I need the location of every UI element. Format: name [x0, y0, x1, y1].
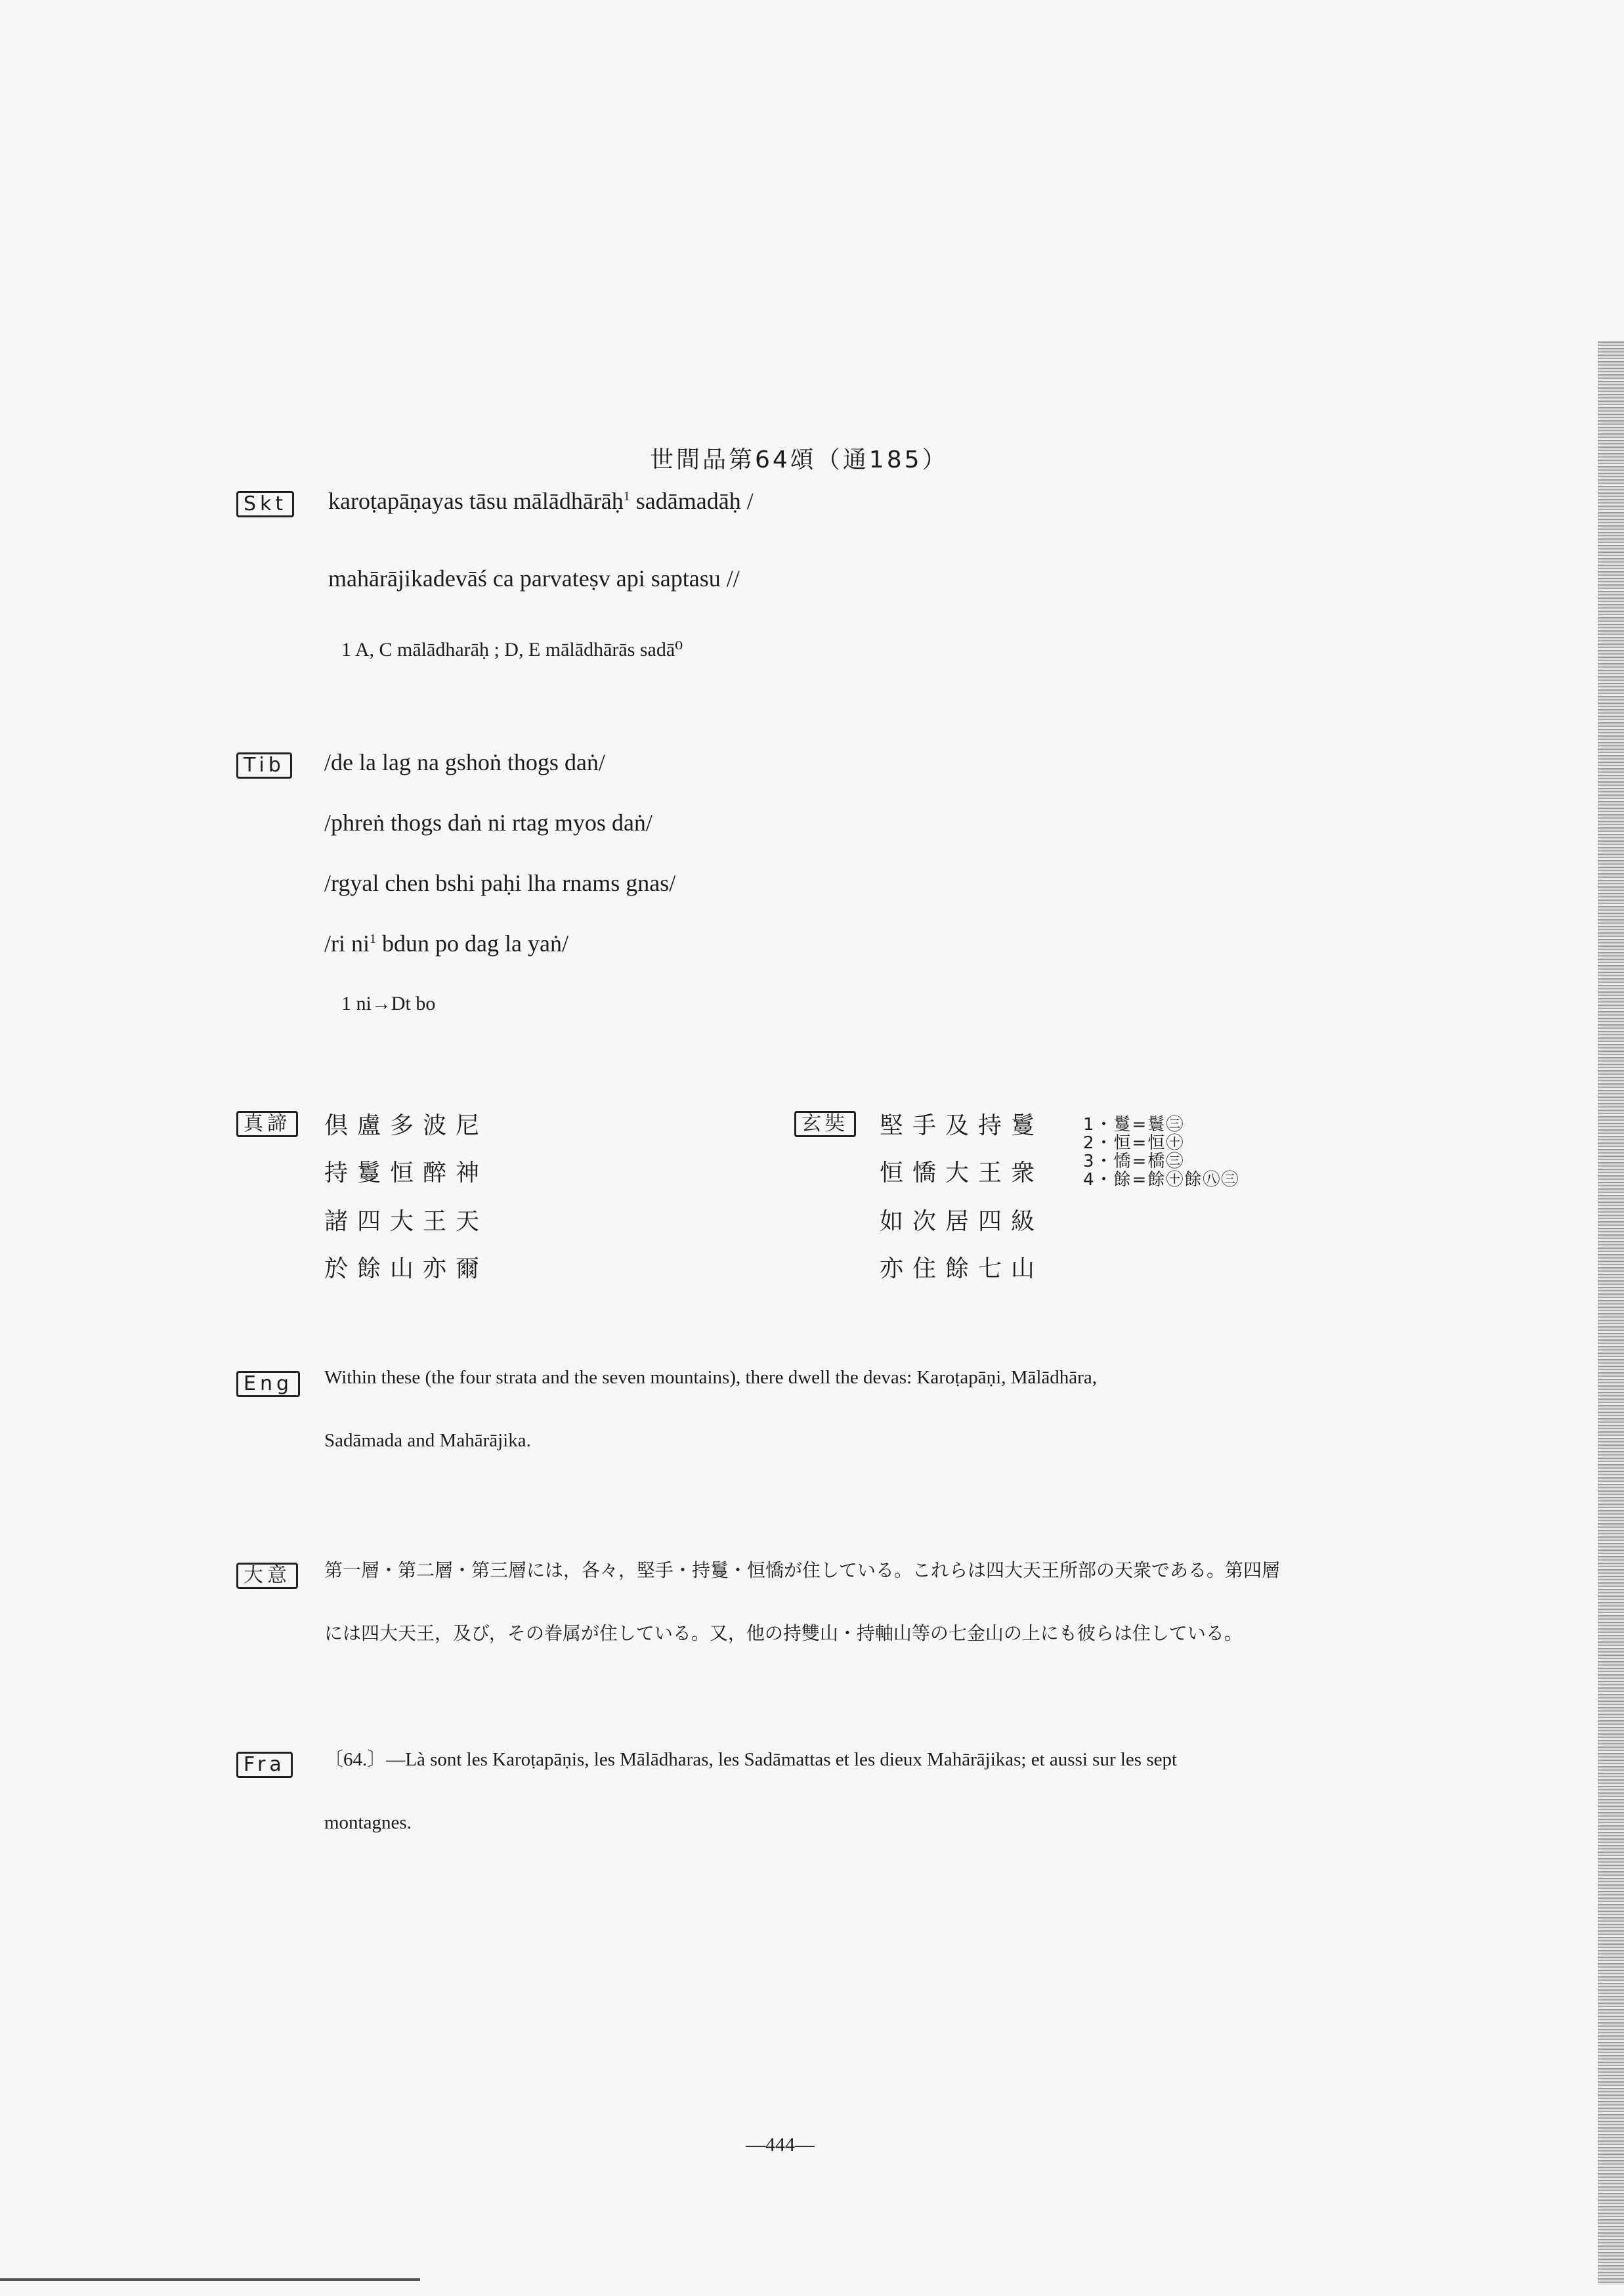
jpn-tag: 大意: [236, 1563, 298, 1589]
fra-line-2: montagnes.: [324, 1812, 412, 1833]
xuanzang-line-1: 堅手及持鬘: [880, 1112, 1044, 1139]
paramartha-line-4: 於餘山亦爾: [324, 1255, 489, 1282]
xuanzang-note-4: 4・餘=餘㊉餘㊇㊂: [1083, 1170, 1240, 1190]
skt-line-2: mahārājikadevāś ca parvateṣv api saptasu //: [328, 565, 740, 592]
paramartha-line-1: 倶盧多波尼: [324, 1112, 489, 1139]
skt-line-1: [328, 487, 754, 515]
tib-footnote: 1 ni→Dt bo: [341, 993, 436, 1014]
eng-line-2: Sadāmada and Mahārājika.: [324, 1430, 531, 1451]
paramartha-line-2: 持鬘恒醉神: [324, 1159, 489, 1186]
xuanzang-line-2: 恒憍大王衆: [880, 1159, 1044, 1186]
xuanzang-line-4: 亦住餘七山: [880, 1255, 1044, 1282]
tib-line-3: /rgyal chen bshi paḥi lha rnams gnas/: [324, 870, 676, 896]
eng-tag: Eng: [236, 1371, 300, 1397]
eng-line-1: Within these (the four strata and the seven mountains), there dwell the devas: Karoṭapāṇi, Mālādhāra,: [324, 1367, 1097, 1388]
fra-line-1: 〔64.〕—Là sont les Karoṭapāṇis, les Mālādharas, les Sadāmattas et les dieux Mahārājikas; et aussi sur les sept: [324, 1749, 1178, 1770]
xuanzang-tag: 玄奘: [794, 1111, 856, 1137]
tib-line-2: /phreṅ thogs daṅ ni rtag myos daṅ/: [324, 810, 652, 836]
xuanzang-note-3: 3・憍=橋㊂: [1083, 1152, 1185, 1171]
skt-tag: Skt: [236, 491, 294, 517]
jpn-paragraph: [324, 1539, 1348, 1665]
fra-tag: Fra: [236, 1752, 293, 1778]
paramartha-line-3: 諸四大王天: [324, 1208, 489, 1235]
page-heading: 世間品第64頌（通185）: [650, 446, 949, 473]
xuanzang-note-1: 1・鬘=鬟㊂: [1083, 1115, 1185, 1135]
jpn-line-2: には四大天王，及び，その眷属が住している。又，他の持雙山・持軸山等の七金山の上にも彼らは住している。: [324, 1622, 1243, 1644]
tib-line-1: /de la lag na gshoṅ thogs daṅ/: [324, 749, 605, 775]
page-number: —444—: [746, 2134, 815, 2155]
tib-tag: Tib: [236, 752, 292, 779]
skt-line-1-text-end: sadāmadāḥ /: [630, 488, 754, 514]
xuanzang-line-3: 如次居四級: [880, 1208, 1044, 1235]
tib-line-4: [324, 930, 568, 957]
paramartha-tag: 真諦: [236, 1111, 298, 1137]
tib-line-4-text: /ri ni: [324, 930, 370, 957]
xuanzang-note-2: 2・恒=恒㊉: [1083, 1133, 1185, 1153]
scan-page-edge: [1598, 341, 1624, 2285]
jpn-line-1: 第一層・第二層・第三層には，各々，堅手・持鬘・恒憍が住している。これらは四大天王所部の天衆である。第四層: [324, 1559, 1281, 1581]
skt-line-1-footnote-mark: 1: [623, 489, 630, 504]
scan-bottom-rule: [0, 2278, 420, 2281]
skt-line-1-text: karoṭapāṇayas tāsu mālādhārāḥ: [328, 488, 624, 514]
tib-line-4-text-end: bdun po dag la yaṅ/: [376, 930, 568, 957]
tib-line-4-footnote-mark: 1: [370, 932, 376, 946]
skt-footnote: 1 A, C mālādharāḥ ; D, E mālādhārās sadā⁰: [341, 639, 683, 661]
eng-paragraph: [324, 1346, 1348, 1472]
fra-paragraph: [324, 1728, 1348, 1854]
